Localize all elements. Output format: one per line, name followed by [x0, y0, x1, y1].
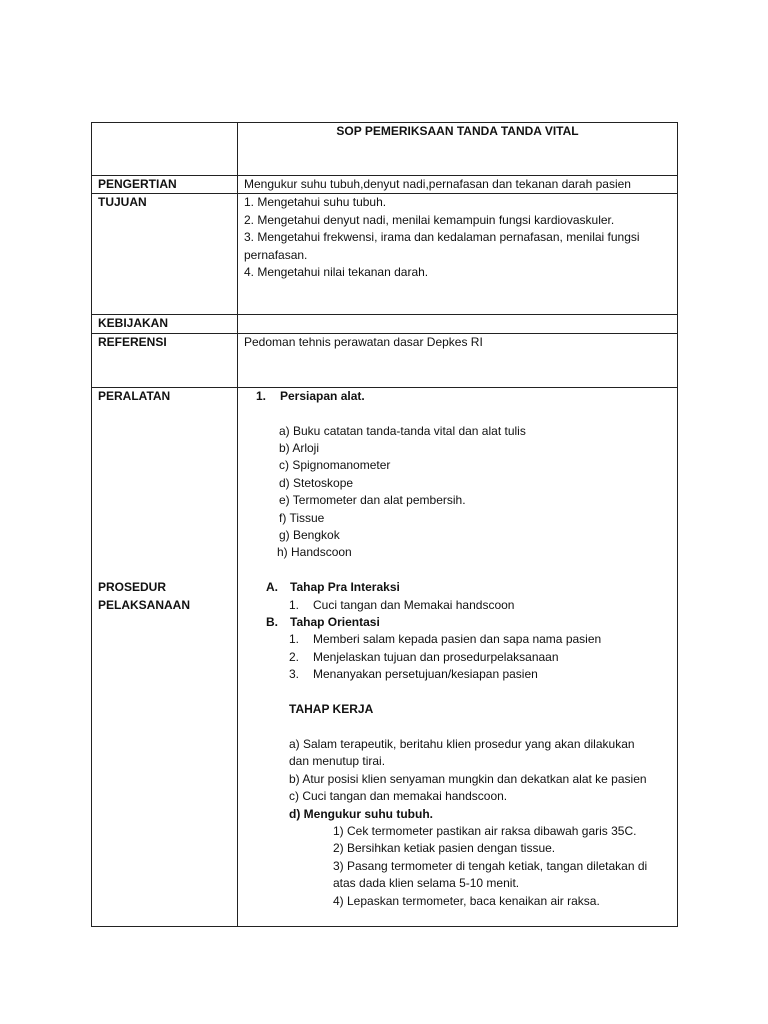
peralatan-label: PERALATAN: [98, 388, 171, 403]
step-text: Menanyakan persetujuan/kesiapan pasien: [313, 667, 538, 682]
step-num: 1.: [289, 597, 300, 612]
spacer: [244, 562, 671, 579]
kebijakan-row: [92, 315, 678, 333]
main-content-cell: [238, 387, 678, 926]
peralatan-heading: [244, 388, 671, 405]
spacer: [244, 684, 671, 701]
pengertian-label: PENGERTIAN: [92, 176, 238, 194]
suhu-step: 1) Cek termometer pastikan air raksa dibawah garis 35C.: [333, 823, 637, 838]
kerja-step-a: a) Salam terapeutik, beritahu klien prosedur yang akan dilakukan: [289, 736, 635, 751]
step-text: Memberi salam kepada pasien dan sapa nama pasien: [313, 632, 602, 647]
prosedur-label-line1: PROSEDUR: [98, 580, 167, 595]
spacer: [244, 405, 671, 422]
suhu-step: 4) Lepaskan termometer, baca kenaikan air raksa.: [333, 893, 600, 908]
tujuan-row: [92, 194, 678, 315]
referensi-row: [92, 333, 678, 387]
suhu-step-cont: atas dada klien selama 5-10 menit.: [333, 876, 520, 891]
spacer: [244, 718, 671, 735]
suhu-step: 3) Pasang termometer di tengah ketiak, tangan diletakan di: [333, 858, 648, 873]
orientasi-step: [244, 649, 671, 666]
pra-step: [244, 597, 671, 614]
pengertian-row: [92, 176, 678, 194]
tahap-title: Tahap Pra Interaksi: [290, 580, 400, 595]
document-title: SOP PEMERIKSAAN TANDA TANDA VITAL: [238, 123, 678, 176]
pengertian-text: Mengukur suhu tubuh,denyut nadi,pernafasan dan tekanan darah pasien: [238, 176, 678, 194]
tujuan-item: 3. Mengetahui frekwensi, irama dan kedalaman pernafasan, menilai fungsi pernafasan.: [244, 230, 640, 262]
alat-item: g) Bengkok: [279, 528, 340, 543]
step-num: 1.: [289, 632, 300, 647]
alat-item: e) Termometer dan alat pembersih.: [279, 493, 466, 508]
peralatan-heading-text: Persiapan alat.: [280, 388, 365, 403]
orientasi-step: [244, 631, 671, 648]
label-spacer: [98, 405, 231, 579]
step-num: 3.: [289, 667, 300, 682]
referensi-label: REFERENSI: [92, 333, 238, 387]
alat-item: b) Arloji: [279, 441, 320, 456]
tahap-letter: B.: [266, 615, 278, 630]
alat-item: f) Tissue: [279, 510, 325, 525]
tahap-pra-heading: [244, 579, 671, 596]
step-text: Cuci tangan dan Memakai handscoon: [313, 597, 515, 612]
kerja-step-d: d) Mengukur suhu tubuh.: [289, 806, 433, 821]
tujuan-list: [238, 194, 678, 315]
suhu-step: 2) Bersihkan ketiak pasien dengan tissue.: [333, 841, 556, 856]
kebijakan-text: [238, 315, 678, 333]
kebijakan-label: KEBIJAKAN: [92, 315, 238, 333]
kerja-step-a-cont: dan menutup tirai.: [289, 754, 386, 769]
peralatan-heading-num: 1.: [256, 388, 267, 403]
tahap-kerja-heading: TAHAP KERJA: [289, 702, 374, 717]
tujuan-item: 1. Mengetahui suhu tubuh.: [244, 195, 387, 210]
tujuan-item: 4. Mengetahui nilai tekanan darah.: [244, 265, 429, 280]
step-text: Menjelaskan tujuan dan prosedurpelaksanaan: [313, 649, 559, 664]
alat-item: h) Handscoon: [277, 545, 352, 560]
main-label-cell: [92, 387, 238, 926]
alat-item: a) Buku catatan tanda-tanda vital dan alat tulis: [279, 423, 526, 438]
sop-table: [91, 122, 678, 927]
title-row: [92, 123, 678, 176]
tujuan-label: TUJUAN: [92, 194, 238, 315]
prosedur-label-line2: PELAKSANAAN: [98, 597, 191, 612]
alat-item: c) Spignomanometer: [279, 458, 391, 473]
kerja-step-c: c) Cuci tangan dan memakai handscoon.: [289, 789, 508, 804]
alat-item: d) Stetoskope: [279, 475, 354, 490]
referensi-text: Pedoman tehnis perawatan dasar Depkes RI: [238, 333, 678, 387]
step-num: 2.: [289, 649, 300, 664]
tujuan-item: 2. Mengetahui denyut nadi, menilai kemampuin fungsi kardiovaskuler.: [244, 212, 615, 227]
tahap-title: Tahap Orientasi: [290, 615, 380, 630]
tahap-letter: A.: [266, 580, 278, 595]
orientasi-step: [244, 666, 671, 683]
title-label-cell: [92, 123, 238, 176]
tahap-orientasi-heading: [244, 614, 671, 631]
kerja-step-b: b) Atur posisi klien senyaman mungkin dan dekatkan alat ke pasien: [289, 771, 647, 786]
peralatan-prosedur-row: [92, 387, 678, 926]
